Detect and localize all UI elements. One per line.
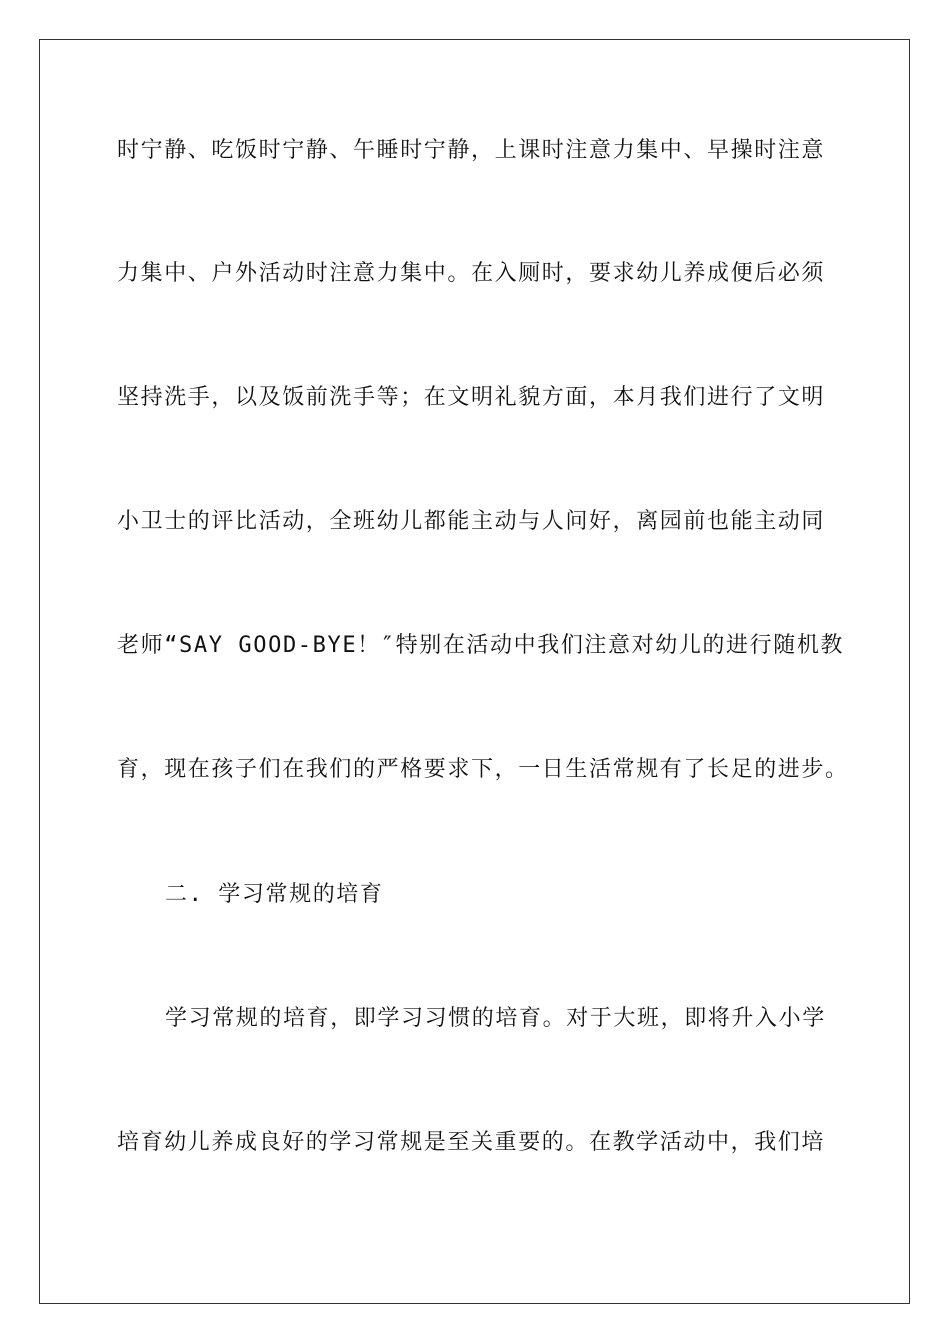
body-text-line: 老师“SAY GOOD-BYE！″特别在活动中我们注意对幼儿的进行随机教 [117,633,845,658]
body-text-line: 力集中、户外活动时注意力集中。在入厕时，要求幼儿养成便后必须 [117,261,826,286]
body-text-line: 坚持洗手，以及饭前洗手等；在文明礼貌方面，本月我们进行了文明 [117,385,826,410]
body-text-line: 培育幼儿养成良好的学习常规是至关重要的。在教学活动中，我们培 [117,1130,826,1155]
body-text-line: 时宁静、吃饭时宁静、午睡时宁静，上课时注意力集中、早操时注意 [117,138,826,163]
paragraph-first-line: 学习常规的培育，即学习习惯的培育。对于大班，即将升入小学 [165,1006,826,1031]
page-border [39,39,910,1304]
body-text-line: 小卫士的评比活动，全班幼儿都能主动与人问好，离园前也能主动同 [117,509,826,534]
body-text-line: 育，现在孩子们在我们的严格要求下，一日生活常规有了长足的进步。 [117,757,849,782]
section-heading: 二. 学习常规的培育 [165,882,384,907]
